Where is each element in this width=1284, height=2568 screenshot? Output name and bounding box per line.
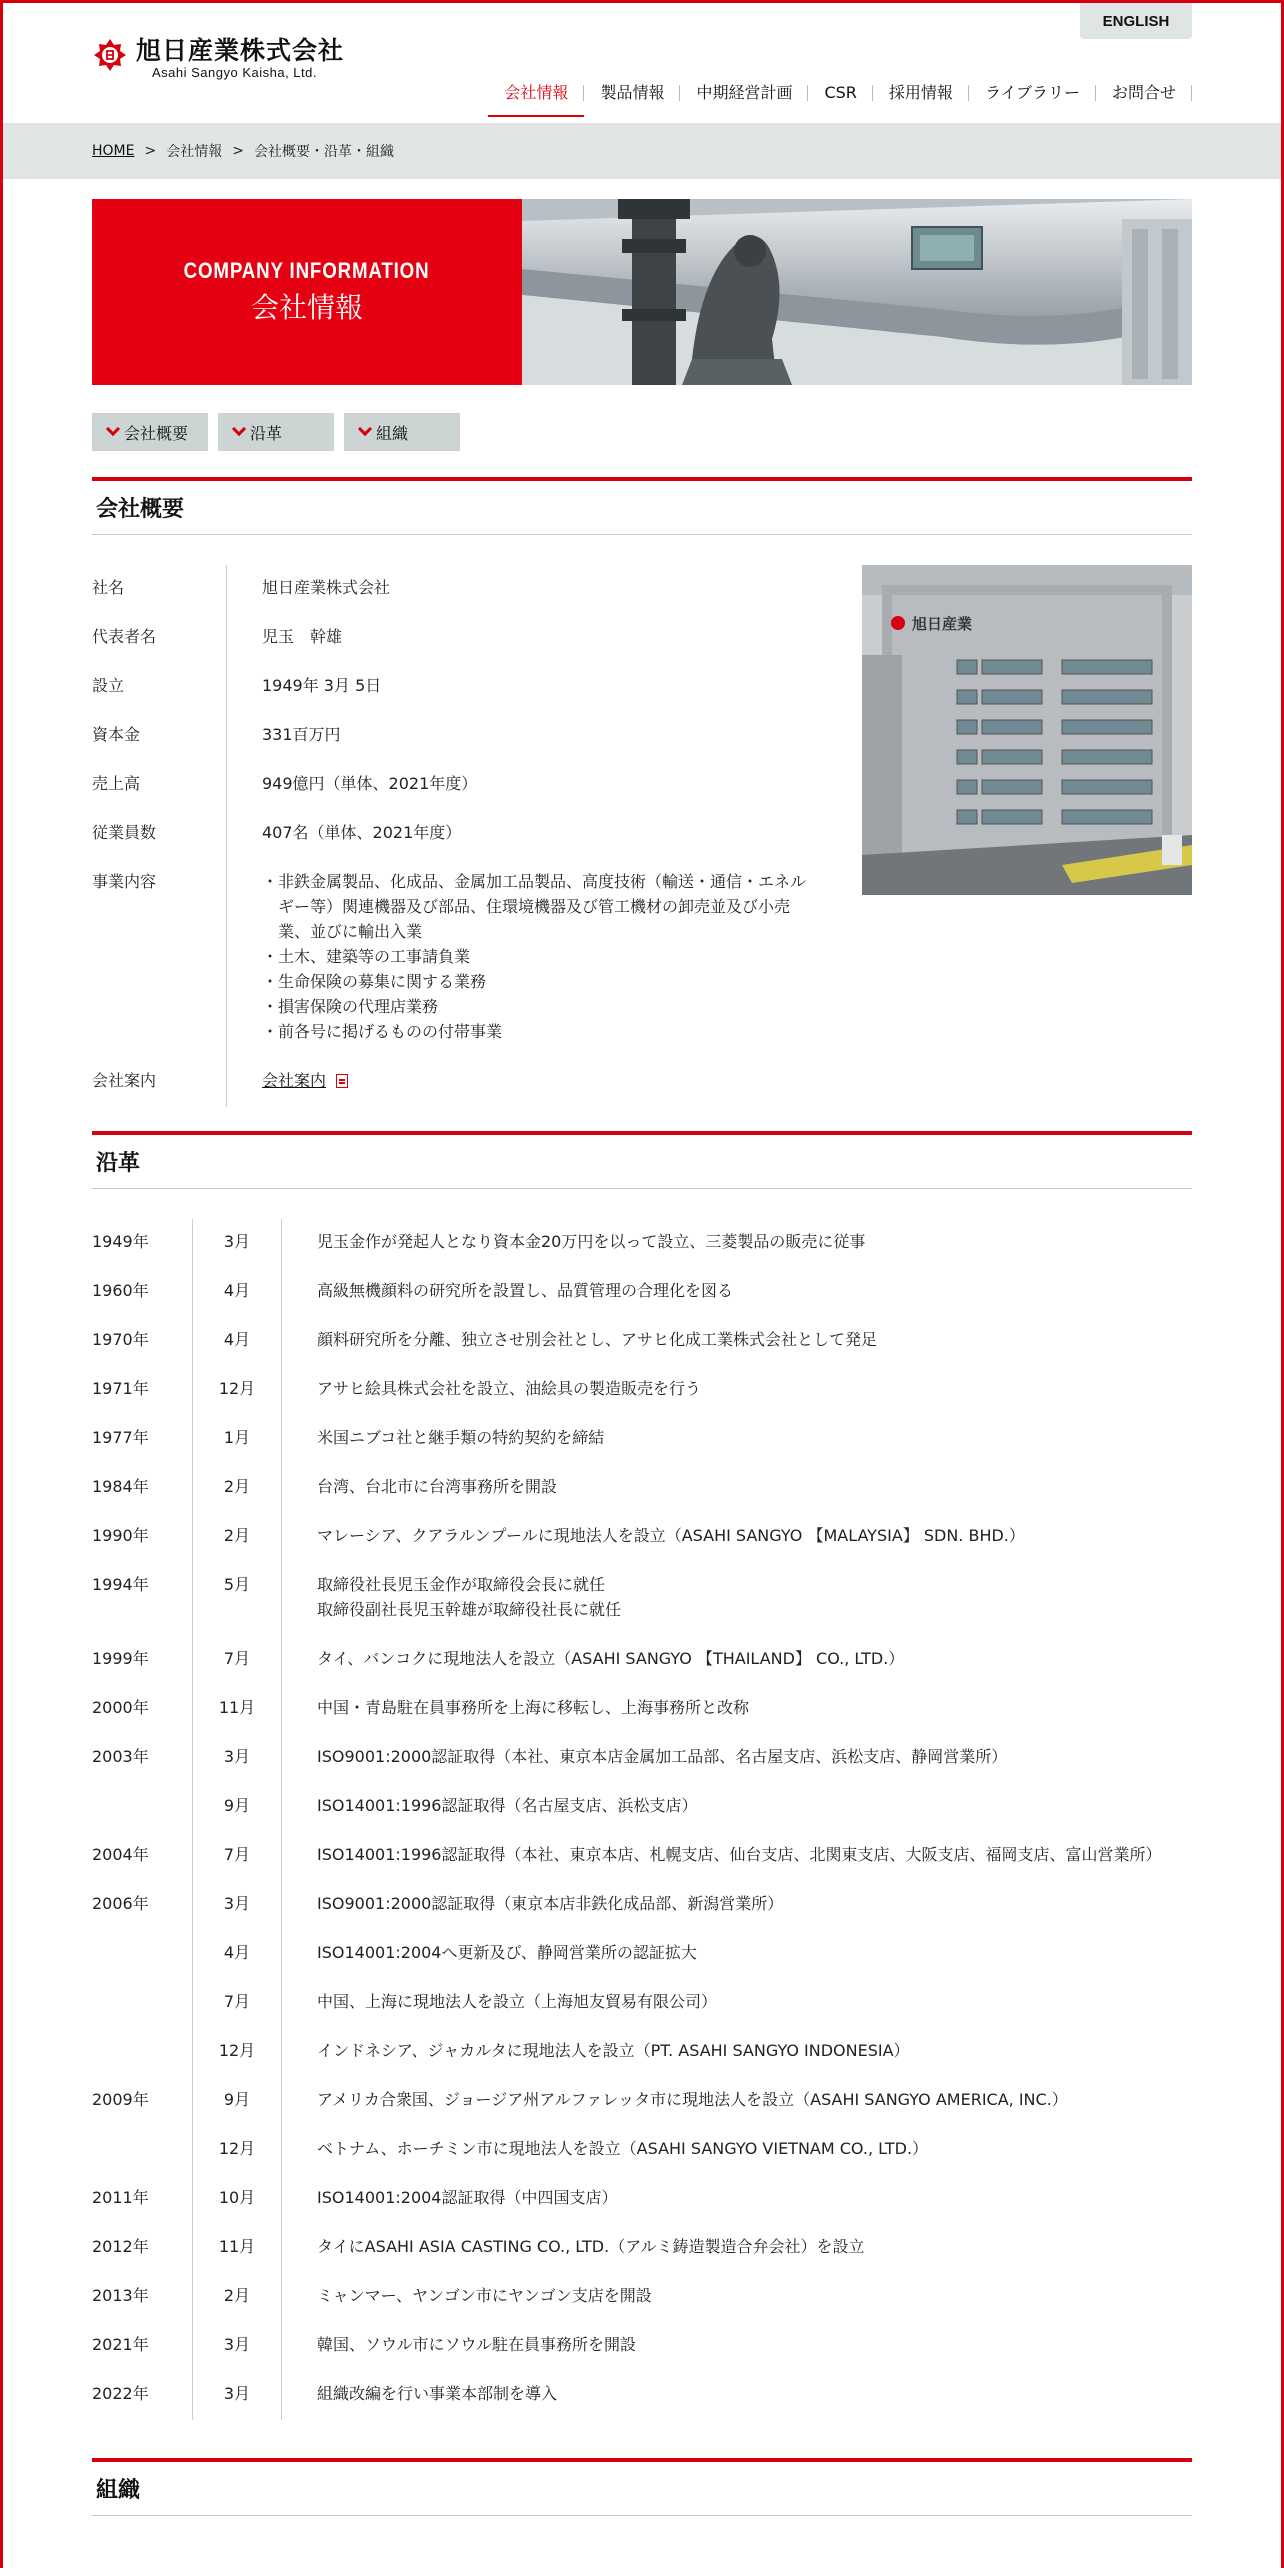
table-row	[92, 1513, 1192, 1562]
nav-library[interactable]: ライブラリー	[969, 81, 1096, 105]
history-year: 2003年	[92, 1747, 149, 1766]
logo[interactable]	[92, 37, 344, 80]
anchor-label: 会社概要	[124, 423, 189, 443]
row-value	[227, 859, 812, 1058]
table-row	[92, 1317, 1192, 1366]
history-event: 韓国、ソウル市にソウル駐在員事務所を開設	[317, 2335, 637, 2354]
table-row	[92, 1685, 1192, 1734]
list-item: ・生命保険の募集に関する業務	[262, 972, 487, 991]
history-month: 12月	[192, 1366, 282, 1415]
anchor-label: 沿革	[250, 423, 283, 443]
history-year: 1990年	[92, 1526, 149, 1545]
global-nav	[488, 81, 1192, 105]
business-list	[262, 869, 812, 1044]
table-row	[92, 1979, 1192, 2028]
row-value: 1949年 3月 5日	[262, 676, 382, 695]
list-item: ・非鉄金属製品、化成品、金属加工品製品、高度技術（輸送・通信・エネルギー等）関連機器及び部品、住環境機器及び管工機材の卸売並及び小売業、並びに輸出入業	[262, 872, 807, 941]
history-month: 12月	[192, 2028, 282, 2077]
table-row	[92, 565, 812, 614]
table-row	[92, 1219, 1192, 1268]
main-content	[92, 199, 1192, 2516]
english-button[interactable]: ENGLISH	[1080, 3, 1192, 39]
table-row	[92, 1058, 812, 1107]
asahi-sun-logo-icon	[92, 37, 128, 73]
history-event: マレーシア、クアラルンプールに現地法人を設立（ASAHI SANGYO 【MALAYSIA】 SDN. BHD.）	[317, 1526, 1025, 1545]
history-month: 7月	[192, 1832, 282, 1881]
nav-products[interactable]: 製品情報	[584, 81, 680, 105]
table-row	[92, 1832, 1192, 1881]
breadcrumb-current: 会社概要・沿革・組織	[253, 144, 394, 160]
table-row	[92, 2224, 1192, 2273]
history-year	[92, 2126, 192, 2175]
table-row	[92, 2126, 1192, 2175]
history-year	[92, 1930, 192, 1979]
hero-banner	[92, 199, 1192, 385]
history-event: タイ、バンコクに現地法人を設立（ASAHI SANGYO 【THAILAND】 CO., LTD.）	[317, 1649, 905, 1668]
history-month: 4月	[192, 1930, 282, 1979]
history-heading: 沿革	[92, 1131, 1192, 1189]
history-year: 2022年	[92, 2384, 149, 2403]
company-guide-pdf-link[interactable]: 会社案内	[262, 1071, 327, 1090]
overview-heading: 会社概要	[92, 477, 1192, 535]
table-row	[92, 1881, 1192, 1930]
row-value: 407名（単体、2021年度）	[262, 823, 462, 842]
history-event: ISO14001:2004認証取得（中四国支店）	[317, 2188, 618, 2207]
history-event-line: 取締役副社長児玉幹雄が取締役社長に就任	[317, 1600, 622, 1619]
breadcrumb-separator: >	[232, 143, 244, 159]
row-label: 設立	[92, 663, 227, 712]
history-year	[92, 1979, 192, 2028]
history-event: ミャンマー、ヤンゴン市にヤンゴン支店を開設	[317, 2286, 652, 2305]
history-month: 12月	[192, 2126, 282, 2175]
row-label: 事業内容	[92, 859, 227, 1058]
history-month: 4月	[192, 1268, 282, 1317]
history-event: 組織改編を行い事業本部制を導入	[317, 2384, 558, 2403]
row-value: 949億円（単体、2021年度）	[262, 774, 478, 793]
history-event: ISO14001:1996認証取得（本社、東京本店、札幌支店、仙台支店、北関東支店、大阪支店、福岡支店、富山営業所）	[317, 1845, 1162, 1864]
page-anchor-tabs	[92, 413, 1192, 451]
history-year: 1999年	[92, 1649, 149, 1668]
site-header	[92, 3, 1192, 123]
table-row	[92, 1268, 1192, 1317]
history-month: 3月	[192, 1881, 282, 1930]
history-event: ISO14001:2004へ更新及び、静岡営業所の認証拡大	[317, 1943, 697, 1962]
history-month: 2月	[192, 1513, 282, 1562]
chevron-down-icon	[106, 422, 120, 436]
history-year: 2000年	[92, 1698, 149, 1717]
hero-title-en: COMPANY INFORMATION	[184, 258, 430, 283]
row-label: 社名	[92, 565, 227, 614]
history-month: 9月	[192, 2077, 282, 2126]
history-year: 2004年	[92, 1845, 149, 1864]
anchor-overview[interactable]	[92, 413, 208, 451]
table-row	[92, 663, 812, 712]
history-month: 2月	[192, 2273, 282, 2322]
nav-csr[interactable]: CSR	[808, 81, 872, 105]
hero-title-jp: 会社情報	[250, 291, 363, 324]
list-item: ・土木、建築等の工事請負業	[262, 947, 471, 966]
breadcrumb	[92, 123, 1192, 179]
history-year	[92, 1783, 192, 1832]
history-event	[282, 1562, 1192, 1636]
history-month: 9月	[192, 1783, 282, 1832]
history-year: 1994年	[92, 1575, 149, 1594]
history-event: 台湾、台北市に台湾事務所を開設	[317, 1477, 558, 1496]
history-event: 児玉金作が発起人となり資本金20万円を以って設立、三菱製品の販売に従事	[317, 1232, 866, 1251]
anchor-label: 組織	[376, 423, 409, 443]
building-sign: 旭日産業	[912, 615, 973, 633]
table-row	[92, 614, 812, 663]
history-year: 1960年	[92, 1281, 149, 1300]
table-row	[92, 761, 812, 810]
history-month: 1月	[192, 1415, 282, 1464]
history-year: 2009年	[92, 2090, 149, 2109]
history-year: 2012年	[92, 2237, 149, 2256]
history-month: 3月	[192, 1734, 282, 1783]
table-row	[92, 2322, 1192, 2371]
history-year: 1949年	[92, 1232, 149, 1251]
history-month: 11月	[192, 2224, 282, 2273]
hero-title-block	[92, 199, 522, 385]
history-year: 1977年	[92, 1428, 149, 1447]
building-illustration	[862, 565, 1192, 895]
history-year	[92, 2028, 192, 2077]
table-row	[92, 2371, 1192, 2420]
nav-recruit[interactable]: 採用情報	[873, 81, 969, 105]
chevron-down-icon	[358, 422, 372, 436]
nav-mid-term-plan[interactable]: 中期経営計画	[680, 81, 808, 105]
table-row	[92, 2175, 1192, 2224]
row-label: 会社案内	[92, 1058, 227, 1107]
pdf-icon	[336, 1074, 348, 1088]
nihonbashi-bridge-illustration	[522, 199, 1192, 385]
history-event: インドネシア、ジャカルタに現地法人を設立（PT. ASAHI SANGYO INDONESIA）	[317, 2041, 910, 2060]
history-month: 10月	[192, 2175, 282, 2224]
hero-photo-nihonbashi	[522, 199, 1192, 385]
anchor-history[interactable]	[218, 413, 334, 451]
row-label: 従業員数	[92, 810, 227, 859]
history-month: 7月	[192, 1636, 282, 1685]
breadcrumb-bar	[3, 123, 1281, 179]
history-year: 2021年	[92, 2335, 149, 2354]
table-row	[92, 712, 812, 761]
table-row	[92, 1464, 1192, 1513]
table-row	[92, 2273, 1192, 2322]
table-row	[92, 2028, 1192, 2077]
history-year: 1984年	[92, 1477, 149, 1496]
row-value: 児玉 幹雄	[262, 627, 343, 646]
table-row	[92, 1562, 1192, 1636]
history-event: タイにASAHI ASIA CASTING CO., LTD.（アルミ鋳造製造合弁会社）を設立	[317, 2237, 865, 2256]
breadcrumb-level1: 会社情報	[166, 144, 223, 160]
organization-heading: 組織	[92, 2458, 1192, 2516]
history-year: 1970年	[92, 1330, 149, 1349]
history-event: アメリカ合衆国、ジョージア州アルファレッタ市に現地法人を設立（ASAHI SANGYO AMERICA, INC.）	[317, 2090, 1068, 2109]
history-event: ISO9001:2000認証取得（本社、東京本店金属加工品部、名古屋支店、浜松支店、静岡営業所）	[317, 1747, 1008, 1766]
table-row	[92, 1636, 1192, 1685]
head-office-building-photo	[862, 565, 1192, 895]
breadcrumb-home-link[interactable]: HOME	[92, 143, 135, 159]
nav-company-info[interactable]: 会社情報	[488, 81, 584, 105]
history-table	[92, 1219, 1192, 2420]
logo-en-text: Asahi Sangyo Kaisha, Ltd.	[152, 65, 317, 80]
history-event: ISO9001:2000認証取得（東京本店非鉄化成品部、新潟営業所）	[317, 1894, 784, 1913]
row-label: 代表者名	[92, 614, 227, 663]
history-month: 5月	[192, 1562, 282, 1636]
history-event: 米国ニブコ社と継手類の特約契約を締結	[317, 1428, 605, 1447]
history-event: ISO14001:1996認証取得（名古屋支店、浜松支店）	[317, 1796, 698, 1815]
row-label: 売上高	[92, 761, 227, 810]
table-row	[92, 1366, 1192, 1415]
history-event: アサヒ絵具株式会社を設立、油絵具の製造販売を行う	[317, 1379, 702, 1398]
history-event: ベトナム、ホーチミン市に現地法人を設立（ASAHI SANGYO VIETNAM CO., LTD.）	[317, 2139, 929, 2158]
row-value	[227, 1058, 812, 1107]
history-year: 2013年	[92, 2286, 149, 2305]
table-row	[92, 1783, 1192, 1832]
anchor-organization[interactable]	[344, 413, 460, 451]
row-label: 資本金	[92, 712, 227, 761]
table-row	[92, 2077, 1192, 2126]
row-value: 旭日産業株式会社	[262, 578, 391, 597]
history-month: 3月	[192, 2371, 282, 2420]
table-row	[92, 859, 812, 1058]
history-event: 高級無機顔料の研究所を設置し、品質管理の合理化を図る	[317, 1281, 734, 1300]
table-row	[92, 1415, 1192, 1464]
history-event-line: 取締役社長児玉金作が取締役会長に就任	[317, 1575, 606, 1594]
breadcrumb-separator: >	[144, 143, 157, 159]
history-month: 3月	[192, 2322, 282, 2371]
nav-contact[interactable]: お問合せ	[1096, 81, 1192, 105]
overview-table	[92, 565, 812, 1107]
history-event: 中国、上海に現地法人を設立（上海旭友貿易有限公司）	[317, 1992, 718, 2011]
logo-jp-text: 旭日産業株式会社	[136, 36, 345, 65]
history-month: 4月	[192, 1317, 282, 1366]
history-year: 2006年	[92, 1894, 149, 1913]
history-month: 3月	[192, 1219, 282, 1268]
table-row	[92, 1734, 1192, 1783]
row-value: 331百万円	[262, 725, 341, 744]
table-row	[92, 810, 812, 859]
history-year: 1971年	[92, 1379, 149, 1398]
history-event: 中国・青島駐在員事務所を上海に移転し、上海事務所と改称	[317, 1698, 750, 1717]
overview-section	[92, 565, 1192, 1105]
history-year: 2011年	[92, 2188, 149, 2207]
history-month: 7月	[192, 1979, 282, 2028]
list-item: ・前各号に掲げるものの付帯事業	[262, 1022, 503, 1041]
history-month: 11月	[192, 1685, 282, 1734]
list-item: ・損害保険の代理店業務	[262, 997, 439, 1016]
history-event: 顔料研究所を分離、独立させ別会社とし、アサヒ化成工業株式会社として発足	[317, 1330, 878, 1349]
history-month: 2月	[192, 1464, 282, 1513]
table-row	[92, 1930, 1192, 1979]
chevron-down-icon	[232, 422, 246, 436]
